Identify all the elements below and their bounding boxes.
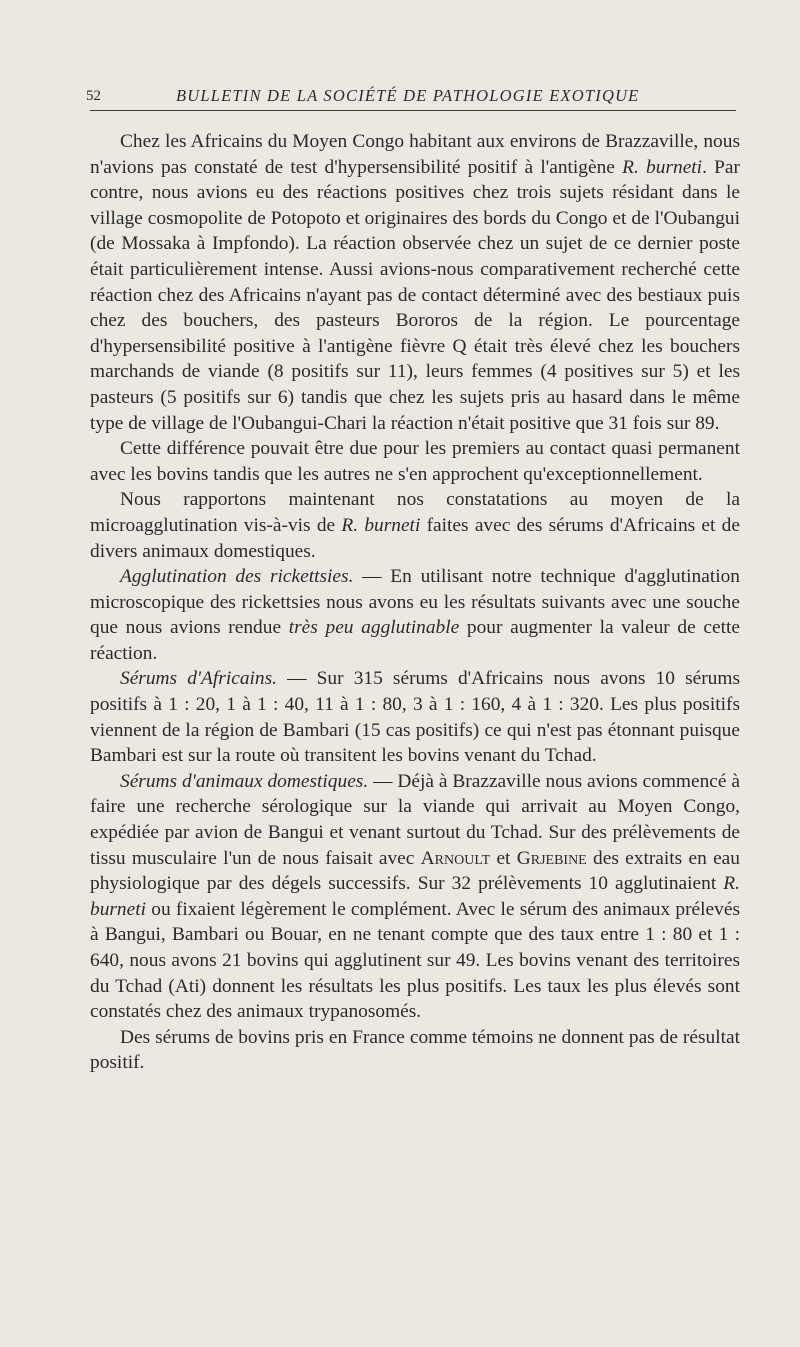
paragraph-african-sera: Sérums d'Africains. — Sur 315 sérums d'Africains nous avons 10 sérums positifs à 1 : 20, 1 à 1 : 40, 11 à 1 : 80, 3 à 1 : 160, 4 à 1 : 320. Les plus positifs viennent de la région de Bambari (15 cas positifs) ce qui n'est pas étonnant puisque Bambari est sur la route où transitent les bovins venant du Tchad.	[90, 668, 740, 767]
emphasis: très peu agglutinable	[288, 617, 460, 639]
paragraph-agglutination: Agglutination des rickettsies. — En utilisant notre technique d'agglutination microscopique des rickettsies nous avons eu les résultats suivants avec une souche que nous avions rendue très peu agglutinable pour augmenter la valeur de cette réaction.	[90, 566, 740, 664]
page-number: 52	[86, 88, 101, 104]
section-heading-animal-sera: Sérums d'animaux domestiques.	[120, 770, 369, 792]
section-heading-african-sera: Sérums d'Africains.	[120, 668, 278, 690]
species-name: R. burneti	[341, 514, 421, 536]
author-name: Grjebine	[516, 847, 587, 869]
paragraph-microagglutination: Nous rapportons maintenant nos constatations au moyen de la microagglutination vis-à-vis de R. burneti faites avec des sérums d'Africains et de divers animaux domestiques.	[90, 489, 740, 562]
species-name: R. burneti	[622, 156, 703, 178]
article-body	[90, 129, 740, 1076]
author-name: Arnoult	[420, 847, 491, 869]
paragraph-difference: Cette différence pouvait être due pour les premiers au contact quasi permanent avec les bovins tandis que les autres ne s'en approchent qu'exceptionnellement.	[90, 438, 740, 485]
section-heading-agglutination: Agglutination des rickettsies.	[120, 566, 354, 588]
running-title: BULLETIN DE LA SOCIÉTÉ DE PATHOLOGIE EXOTIQUE	[176, 86, 640, 105]
paragraph-control-sera: Des sérums de bovins pris en France comme témoins ne donnent pas de résultat positif.	[90, 1026, 740, 1074]
page-header	[86, 76, 736, 111]
paragraph-hypersensitivity: Chez les Africains du Moyen Congo habitant aux environs de Brazzaville, nous n'avions pas constaté de test d'hypersensibilité positif à l'antigène R. burneti. Par contre, nous avions eu des réactions positives chez trois sujets résidant dans le village cosmopolite de Potopoto et originaires des bords du Congo et de l'Oubangui (de Mossaka à Impfondo). La réaction observée chez un sujet de ce dernier poste était particulièrement intense. Aussi avions-nous comparativement recherché cette réaction chez des Africains n'ayant pas de contact déterminé avec des bestiaux puis chez des bouchers, des pasteurs Bororos de la région. Le pourcentage d'hypersensibilité positive à l'antigène fièvre Q était très élevé chez les bouchers marchands de viande (8 positifs sur 11), leurs femmes (4 positives sur 5) et les pasteurs (5 positifs sur 6) tandis que chez les sujets pris au hasard dans le même type de village de l'Oubangui-Chari la réaction n'était positive que 31 fois sur 89.	[90, 131, 740, 434]
paragraph-animal-sera: Sérums d'animaux domestiques. — Déjà à Brazzaville nous avions commencé à faire une recherche sérologique sur la viande qui arrivait au Moyen Congo, expédiée par avion de Bangui et venant surtout du Tchad. Sur des prélèvements de tissu musculaire l'un de nous faisait avec Arnoult et Grjebine des extraits en eau physiologique par des dégels successifs. Sur 32 prélèvements 10 agglutinaient R. burneti ou fixaient légèrement le complément. Avec le sérum des animaux prélevés à Bangui, Bambari ou Bouar, en ne tenant compte que des taux entre 1 : 80 et 1 : 640, nous avons 21 bovins qui agglutinent sur 49. Les bovins venant des territoires du Tchad (Ati) donnent les résultats les plus positifs. Les taux les plus élevés sont constatés chez des animaux trypanosomés.	[90, 770, 740, 1023]
species-name: R. burneti	[90, 873, 740, 920]
